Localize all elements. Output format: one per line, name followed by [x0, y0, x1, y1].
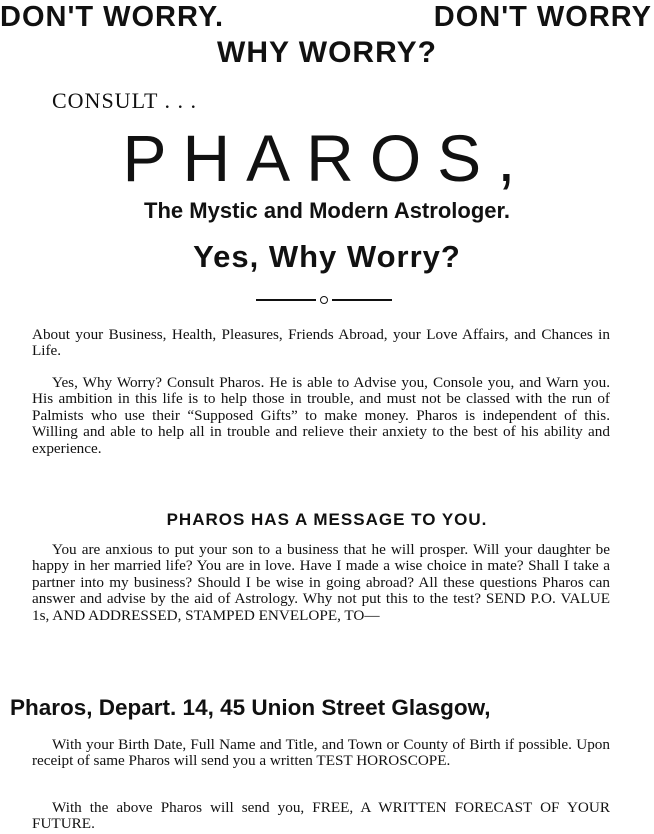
ornamental-divider	[256, 296, 392, 304]
body-paragraph-3: You are anxious to put your son to a business that he will prosper. Will your daughter be happy in her married life? You are in love. Have I made a wise choice in mate? Shall I take a partner into my business? Should I be wise in going abroad? All these questions Pharos can answer and advise by the aid of Astrology. Why not put this to the test? SEND P.O. VALUE 1s, AND ADDRESSED, STAMPED ENVELOPE, TO—	[32, 541, 610, 624]
divider-circle	[320, 296, 328, 304]
footer-paragraph-1: With your Birth Date, Full Name and Title, and Town or County of Birth if possible. Upon receipt of same Pharos will send you a written TEST HOROSCOPE.	[32, 736, 610, 770]
section-heading: PHAROS HAS A MESSAGE TO YOU.	[166, 510, 488, 529]
subheadline: Yes, Why Worry?	[193, 239, 461, 274]
divider-line-right	[332, 299, 392, 301]
postal-address: Pharos, Depart. 14, 45 Union Street Glasgow,	[10, 695, 491, 720]
consult-text: CONSULT . . .	[52, 88, 198, 113]
brand-tagline: The Mystic and Modern Astrologer.	[144, 198, 510, 223]
divider-line-left	[256, 299, 316, 301]
right-slogan: DON'T WORRY	[433, 1, 652, 33]
why-worry-headline: WHY WORRY?	[217, 36, 437, 69]
footer-paragraph-2: With the above Pharos will send you, FREE, A WRITTEN FORECAST OF YOUR FUTURE.	[32, 799, 610, 833]
top-slogan-line	[0, 0, 654, 34]
left-slogan: DON'T WORRY.	[0, 1, 225, 33]
brand-name: PHAROS,	[122, 121, 532, 195]
body-paragraph-1: About your Business, Health, Pleasures, Friends Abroad, your Love Affairs, and Chances in Life.	[32, 326, 610, 360]
body-paragraph-2: Yes, Why Worry? Consult Pharos. He is able to Advise you, Console you, and Warn you. His ambition in this life is to help those in trouble, and must not be classed with the run of Palmists who use their “Supposed Gifts” to make money. Pharos is independent of this. Willing and able to help all in trouble and relieve their anxiety to the best of his ability and experience.	[32, 374, 610, 457]
